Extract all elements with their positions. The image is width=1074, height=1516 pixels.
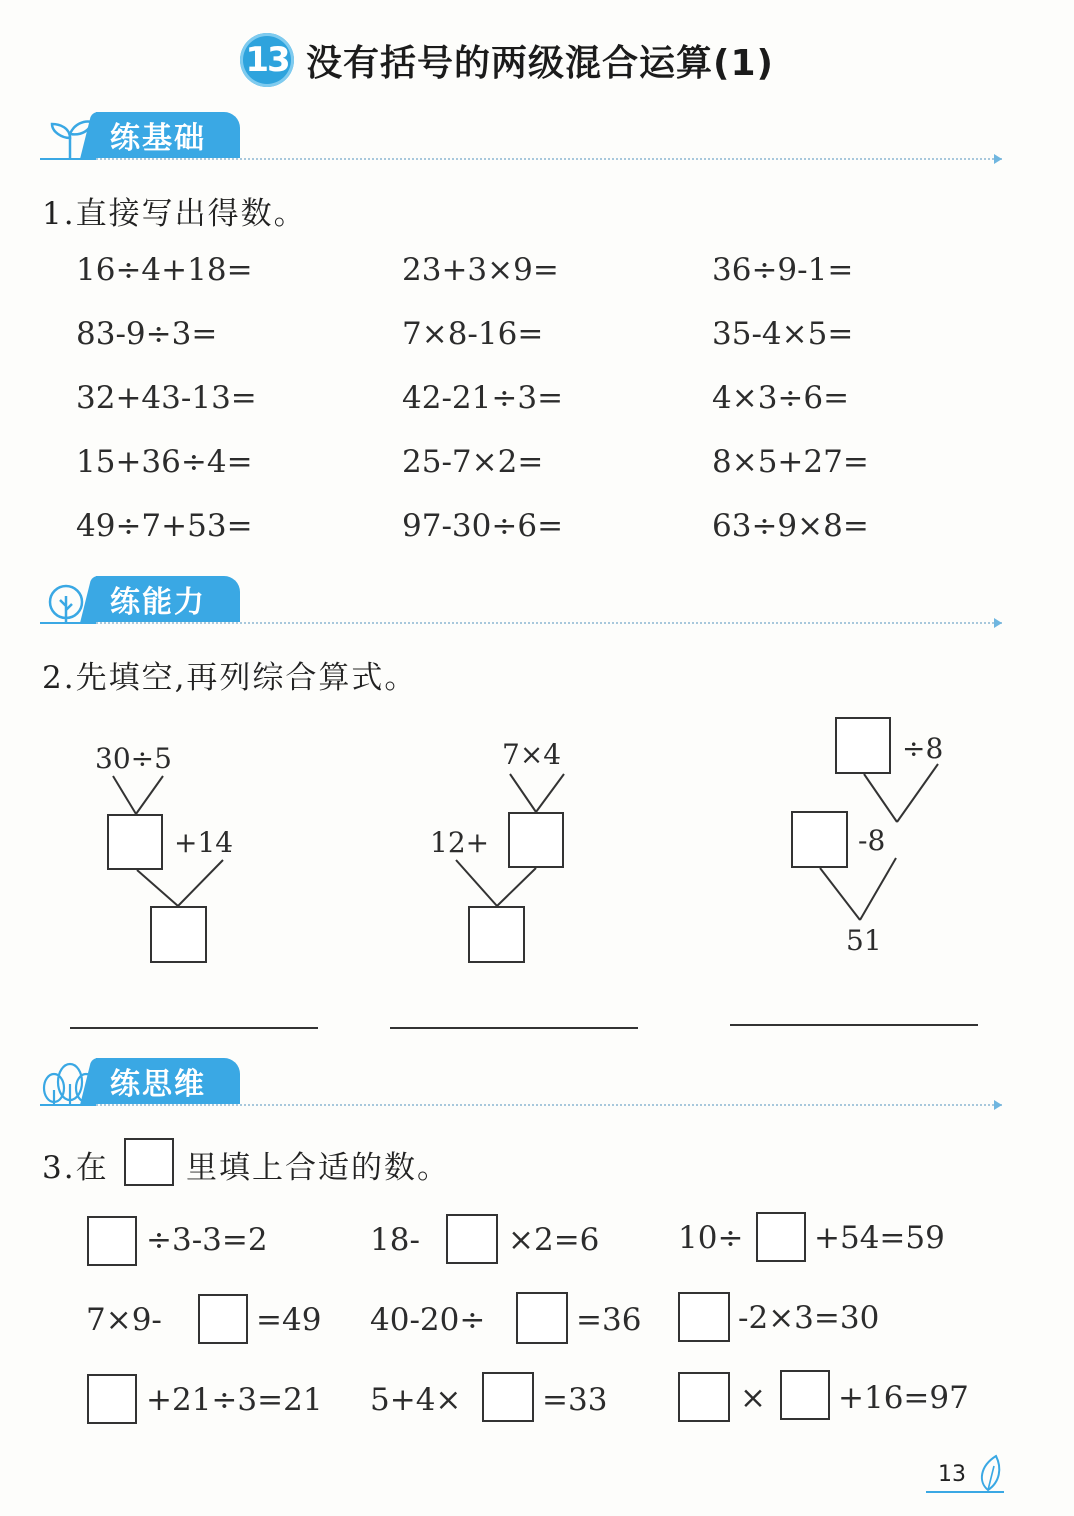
expression-2-1: 83-9÷3= <box>76 316 218 352</box>
leaf-icon <box>926 1452 1006 1496</box>
q3-box-r3c2[interactable] <box>482 1372 534 1422</box>
q3-expression-r1c3a: 10÷ <box>678 1220 744 1256</box>
q3-expression-r3c3a: × <box>740 1380 766 1416</box>
divider-arrow-icon <box>994 618 1002 628</box>
q3-expression-r2c1b: =49 <box>256 1302 322 1338</box>
answer-line-1[interactable] <box>70 1027 318 1029</box>
section-thinking <box>40 1058 1002 1110</box>
q3-expression-r3c2a: 5+4× <box>370 1382 462 1418</box>
tree1-answer-box-2[interactable] <box>150 906 207 963</box>
tree1-side-expression: +14 <box>174 826 234 859</box>
section-divider-accent <box>40 1104 96 1106</box>
expression-3-3: 4×3÷6= <box>712 380 850 416</box>
answer-line-3[interactable] <box>730 1024 978 1026</box>
section-divider <box>40 1104 1002 1106</box>
q3-box-r2c1[interactable] <box>198 1294 248 1344</box>
q3-box-r3c3b[interactable] <box>780 1370 830 1420</box>
tree2-answer-box-2[interactable] <box>468 906 525 963</box>
section-ability <box>40 576 1002 628</box>
q3-expression-r1c2b: ×2=6 <box>508 1222 600 1258</box>
q3-box-r1c1[interactable] <box>87 1216 137 1266</box>
expression-1-1: 16÷4+18= <box>76 252 253 288</box>
divider-arrow-icon <box>994 1100 1002 1110</box>
tree2-top-expression: 7×4 <box>502 738 562 771</box>
expression-1-3: 36÷9-1= <box>712 252 854 288</box>
section-divider-accent <box>40 158 96 160</box>
expression-5-3: 63÷9×8= <box>712 508 869 544</box>
question-1-heading: 1.直接写出得数。 <box>42 196 307 232</box>
section-tag-ability: 练能力 <box>96 576 240 622</box>
tree1-top-expression: 30÷5 <box>95 742 172 775</box>
q3-expression-r1c1: ÷3-3=2 <box>146 1222 268 1258</box>
page-number: 13 <box>938 1462 966 1487</box>
q3-expression-r3c2b: =33 <box>542 1382 608 1418</box>
section-tag-basic: 练基础 <box>96 112 240 158</box>
tree2-answer-box-1[interactable] <box>508 812 564 868</box>
q3-expression-r3c3b: +16=97 <box>838 1380 969 1416</box>
q3-expression-r2c2a: 40-20÷ <box>370 1302 486 1338</box>
section-divider <box>40 158 1002 160</box>
question-2-heading: 2.先填空,再列综合算式。 <box>42 660 418 696</box>
q3-box-r2c2[interactable] <box>516 1292 568 1344</box>
page-title: 没有括号的两级混合运算(1) <box>306 42 774 84</box>
q3-expression-r2c2b: =36 <box>576 1302 642 1338</box>
q3-expression-r3c1: +21÷3=21 <box>146 1382 323 1418</box>
expression-2-3: 35-4×5= <box>712 316 854 352</box>
answer-line-2[interactable] <box>390 1027 638 1029</box>
tree1-answer-box-1[interactable] <box>107 814 163 870</box>
divider-arrow-icon <box>994 154 1002 164</box>
q3-expression-r2c1a: 7×9- <box>86 1302 162 1338</box>
expression-3-2: 42-21÷3= <box>402 380 564 416</box>
lesson-number-badge: 13 <box>240 33 294 87</box>
expression-4-3: 8×5+27= <box>712 444 869 480</box>
expression-2-2: 7×8-16= <box>402 316 544 352</box>
q3-box-r3c1[interactable] <box>87 1374 137 1424</box>
expression-1-2: 23+3×9= <box>402 252 559 288</box>
q3-box-r3c3a[interactable] <box>678 1372 730 1422</box>
lesson-header <box>240 30 774 90</box>
expression-5-1: 49÷7+53= <box>76 508 253 544</box>
q3-box-r1c2[interactable] <box>446 1214 498 1264</box>
section-divider <box>40 622 1002 624</box>
example-box <box>124 1138 174 1186</box>
tree3-answer-box-1[interactable] <box>835 717 891 774</box>
q3-box-r2c3[interactable] <box>678 1292 730 1342</box>
tree2-side-expression: 12+ <box>430 826 490 859</box>
expression-4-1: 15+36÷4= <box>76 444 253 480</box>
section-tag-thinking: 练思维 <box>96 1058 240 1104</box>
question-3-heading-pre: 3.在 <box>42 1150 109 1186</box>
section-basic <box>40 112 1002 164</box>
tree3-answer-box-2[interactable] <box>791 811 848 868</box>
expression-5-2: 97-30÷6= <box>402 508 564 544</box>
q3-box-r1c3[interactable] <box>756 1212 806 1262</box>
expression-4-2: 25-7×2= <box>402 444 544 480</box>
expression-3-1: 32+43-13= <box>76 380 257 416</box>
q3-expression-r1c2a: 18- <box>370 1222 420 1258</box>
q3-expression-r1c3b: +54=59 <box>814 1220 945 1256</box>
q3-expression-r2c3: -2×3=30 <box>738 1300 880 1336</box>
tree3-result: 51 <box>846 924 882 957</box>
tree3-mid-side-expression: -8 <box>858 824 886 857</box>
section-divider-accent <box>40 622 96 624</box>
tree3-top-side-expression: ÷8 <box>902 732 944 765</box>
question-3-heading-post: 里填上合适的数。 <box>186 1150 450 1186</box>
